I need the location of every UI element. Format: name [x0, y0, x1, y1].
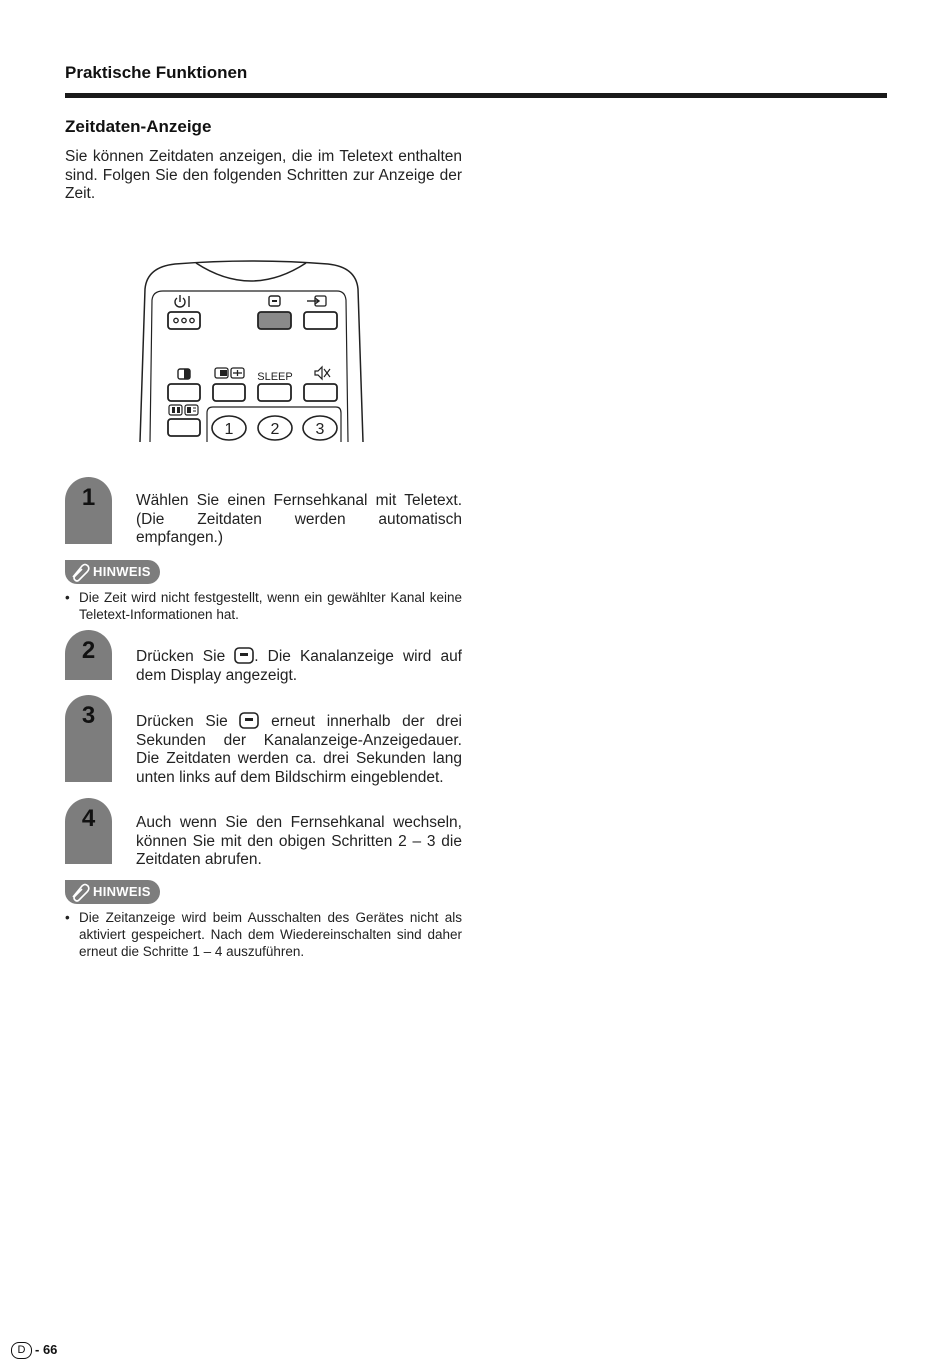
picture-mode-button[interactable]: [168, 384, 200, 401]
step-badge-4: [65, 798, 112, 864]
input-button[interactable]: [304, 312, 337, 329]
channel-display-icon: [239, 712, 259, 729]
svg-text:2: 2: [270, 421, 280, 438]
step-number: 2: [81, 637, 96, 664]
subpage-icon: [215, 368, 244, 378]
note-badge: [65, 560, 160, 584]
note-1-text: Die Zeit wird nicht festgestellt, wenn ein gewählter Kanal keine Teletext-Informationen hat.: [79, 590, 462, 622]
power-icon: [175, 295, 189, 307]
picture-mode-icon: [178, 369, 190, 379]
svg-text:1: 1: [224, 421, 234, 438]
input-icon: [307, 296, 326, 306]
channel-display-icon: [269, 296, 280, 306]
paperclip-icon: [69, 562, 91, 582]
mute-button[interactable]: [304, 384, 337, 401]
step-number: 4: [81, 805, 96, 832]
header-divider: [65, 93, 887, 98]
bullet: •: [65, 910, 70, 925]
channel-display-button[interactable]: [258, 312, 291, 329]
step-3-text: [136, 712, 462, 787]
intro-paragraph: Sie können Zeitdaten anzeigen, die im Teletext enthalten sind. Folgen Sie den folgenden Schritten zur Anzeige der Zeit.: [65, 148, 462, 202]
step-3-text-before: Drücken Sie: [136, 713, 228, 730]
note-2-text: Die Zeitanzeige wird beim Ausschalten des Gerätes nicht als aktiviert gespeichert. Nach dem Wiedereinschalten sind daher erneut die Schritte 1 – 4 auszuführen.: [79, 910, 462, 959]
digit-button-2[interactable]: [258, 416, 292, 440]
teletext-button[interactable]: [168, 419, 200, 436]
sleep-button[interactable]: [258, 384, 291, 401]
digit-button-1[interactable]: [212, 416, 246, 440]
page-number-value: - 66: [35, 1342, 58, 1357]
teletext-icon: [169, 405, 198, 415]
step-number: 1: [81, 484, 96, 511]
note-1: [65, 589, 462, 623]
sleep-label: SLEEP: [257, 371, 293, 383]
bullet: •: [65, 590, 70, 605]
step-2-text: [136, 647, 462, 685]
section-title: Zeitdaten-Anzeige: [65, 117, 212, 136]
language-badge: D: [11, 1342, 32, 1359]
step-badge-1: [65, 477, 112, 544]
step-badge-2: [65, 630, 112, 680]
step-1-text: Wählen Sie einen Fernsehkanal mit Teletext. (Die Zeitdaten werden automatisch empfangen.): [136, 492, 462, 546]
digit-button-3[interactable]: [303, 416, 337, 440]
note-badge: [65, 880, 160, 904]
page-number: [11, 1342, 57, 1359]
note-label: HINWEIS: [93, 884, 151, 899]
subpage-button[interactable]: [213, 384, 245, 401]
channel-display-icon: [234, 647, 254, 664]
step-4-text: Auch wenn Sie den Fernsehkanal wechseln, können Sie mit den obigen Schritten 2 – 3 die Zeitdaten abrufen.: [136, 814, 462, 868]
power-button[interactable]: [168, 312, 200, 329]
remote-control-illustration: [130, 255, 375, 445]
step-3-text-after: erneut innerhalb der drei Sekunden der Kanalanzeige-Anzeigedauer. Die Zeitdaten werden ca. drei Sekunden lang unten links auf dem Bildschirm eingeblendet.: [136, 713, 463, 786]
paperclip-icon: [69, 882, 91, 902]
note-2: [65, 909, 462, 960]
page-section-header: Praktische Funktionen: [65, 63, 248, 82]
note-label: HINWEIS: [93, 564, 151, 579]
step-2-text-before: Drücken Sie: [136, 648, 226, 665]
mute-icon: [315, 367, 330, 379]
step-badge-3: [65, 695, 112, 782]
step-2-text-after: . Die Kanalanzeige wird auf dem Display angezeigt.: [136, 648, 462, 684]
step-number: 3: [81, 702, 96, 729]
svg-text:3: 3: [315, 421, 325, 438]
